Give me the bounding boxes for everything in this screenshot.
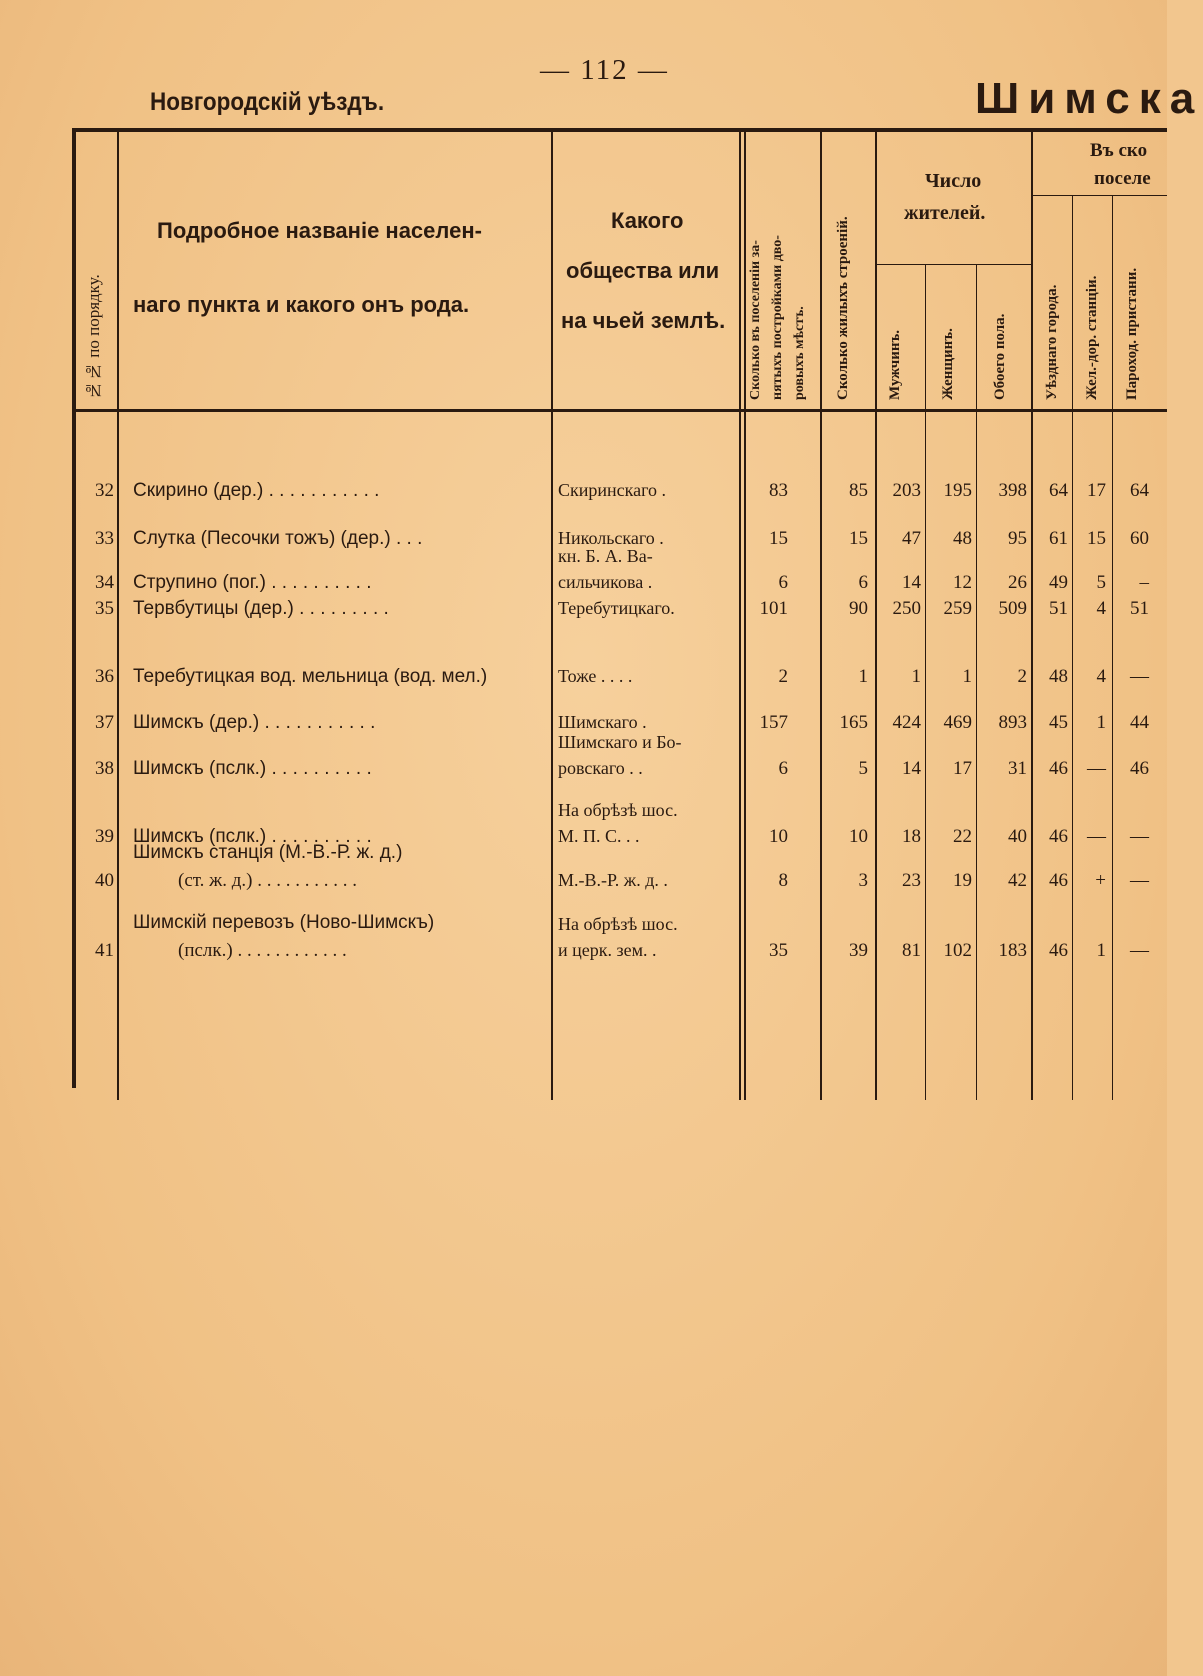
row-owner: Теребутицкаго.	[558, 598, 675, 618]
row-pier: 51	[1130, 598, 1149, 619]
header-order-no: №№ по порядку.	[84, 274, 103, 400]
header-owner-l1: Какого	[611, 208, 684, 233]
row-number: 35	[95, 598, 114, 619]
row-male: 14	[902, 758, 921, 779]
row-name: Шимскъ станція (М.-В.-Р. ж. д.)	[133, 842, 403, 863]
row-buildings: 1	[858, 666, 868, 687]
header-town: Уѣзднаго города.	[1044, 284, 1060, 400]
row-name: Шимскъ (пслк.) . . . . . . . . . .	[133, 826, 372, 847]
row-female: 12	[953, 572, 972, 593]
row-male: 18	[902, 826, 921, 847]
row-buildings: 39	[849, 940, 868, 961]
row-female: 19	[953, 870, 972, 891]
row-rail: 15	[1087, 528, 1106, 549]
col-rule-9	[1072, 195, 1073, 1100]
row-town: 48	[1049, 666, 1068, 687]
residents-sub-rule	[876, 264, 1031, 265]
row-town: 45	[1049, 712, 1068, 733]
row-buildings: 6	[858, 572, 868, 593]
header-owner-l2: общества или	[566, 258, 720, 283]
header-male: Мужчинъ.	[887, 329, 903, 400]
row-town: 61	[1049, 528, 1068, 549]
table-top-rule	[72, 128, 1167, 132]
row-rail: —	[1087, 758, 1106, 779]
row-buildings: 15	[849, 528, 868, 549]
row-buildings: 90	[849, 598, 868, 619]
row-female: 17	[953, 758, 972, 779]
row-town: 46	[1049, 870, 1068, 891]
col-rule-1	[117, 132, 119, 1100]
row-yards: 101	[759, 598, 788, 619]
col-rule-3b	[744, 132, 746, 1100]
row-name: Струпино (пог.) . . . . . . . . . .	[133, 572, 372, 593]
row-name-cont: (пслк.) . . . . . . . . . . . .	[178, 940, 347, 961]
header-female: Женщинъ.	[940, 328, 956, 400]
row-name: Шимскъ (пслк.) . . . . . . . . . .	[133, 758, 372, 779]
row-both: 31	[1008, 758, 1027, 779]
row-yards: 15	[769, 528, 788, 549]
row-buildings: 85	[849, 480, 868, 501]
row-male: 1	[911, 666, 921, 687]
row-town: 46	[1049, 940, 1068, 961]
row-both: 26	[1008, 572, 1027, 593]
header-buildings: Сколько жилыхъ строеній.	[835, 216, 851, 400]
row-rail: 4	[1096, 666, 1106, 687]
row-number: 41	[95, 940, 114, 961]
row-rail: 1	[1096, 712, 1106, 733]
table-left-rule	[72, 128, 76, 1088]
row-buildings: 10	[849, 826, 868, 847]
col-rule-2	[551, 132, 553, 1100]
row-pier: —	[1130, 666, 1149, 687]
row-both: 509	[998, 598, 1027, 619]
col-rule-10	[1112, 195, 1113, 1100]
row-female: 102	[943, 940, 972, 961]
row-owner: кн. Б. А. Ва-	[558, 546, 653, 566]
row-rail: —	[1087, 826, 1106, 847]
row-rail: 1	[1096, 940, 1106, 961]
sheet-title: Шимска	[975, 74, 1203, 123]
row-name: Слутка (Песочки тожъ) (дер.) . . .	[133, 528, 423, 549]
row-rail: 17	[1087, 480, 1106, 501]
row-yards: 157	[759, 712, 788, 733]
row-both: 183	[998, 940, 1027, 961]
row-town: 46	[1049, 758, 1068, 779]
row-number: 32	[95, 480, 114, 501]
row-female: 48	[953, 528, 972, 549]
header-yards-l2: нятыхъ постройками дво-	[770, 235, 785, 400]
row-number: 34	[95, 572, 114, 593]
row-name: Скирино (дер.) . . . . . . . . . . .	[133, 480, 380, 501]
row-pier: —	[1130, 870, 1149, 891]
row-owner: Шимскаго и Бо-	[558, 732, 682, 752]
header-distance-l2: поселе	[1094, 168, 1151, 189]
row-pier: 64	[1130, 480, 1149, 501]
row-owner: сильчикова .	[558, 572, 653, 592]
row-buildings: 5	[858, 758, 868, 779]
row-male: 203	[892, 480, 921, 501]
row-owner: На обрѣзѣ шос.	[558, 800, 678, 820]
row-female: 195	[943, 480, 972, 501]
header-rail: Жел.-дор. станціи.	[1084, 275, 1100, 400]
row-yards: 6	[778, 572, 788, 593]
row-town: 64	[1049, 480, 1068, 501]
row-town: 51	[1049, 598, 1068, 619]
row-both: 42	[1008, 870, 1027, 891]
row-pier: –	[1139, 572, 1149, 593]
row-yards: 2	[778, 666, 788, 687]
row-male: 424	[892, 712, 921, 733]
row-buildings: 165	[839, 712, 868, 733]
row-male: 250	[892, 598, 921, 619]
table-header-rule	[72, 409, 1167, 412]
row-owner: Шимскаго .	[558, 712, 647, 732]
header-owner-l3: на чьей землѣ.	[561, 308, 726, 333]
row-both: 2	[1017, 666, 1027, 687]
row-pier: —	[1130, 826, 1149, 847]
row-number: 40	[95, 870, 114, 891]
row-female: 22	[953, 826, 972, 847]
row-owner: М. П. С. . .	[558, 826, 640, 846]
row-male: 47	[902, 528, 921, 549]
row-town: 46	[1049, 826, 1068, 847]
row-number: 39	[95, 826, 114, 847]
row-number: 33	[95, 528, 114, 549]
header-residents-l2: жителей.	[904, 202, 986, 224]
row-rail: 4	[1096, 598, 1106, 619]
row-pier: 46	[1130, 758, 1149, 779]
row-name: Тервбутицы (дер.) . . . . . . . . .	[133, 598, 389, 619]
header-residents-l1: Число	[925, 170, 982, 192]
row-female: 469	[943, 712, 972, 733]
row-yards: 8	[778, 870, 788, 891]
row-both: 893	[998, 712, 1027, 733]
row-male: 23	[902, 870, 921, 891]
row-male: 81	[902, 940, 921, 961]
col-rule-3a	[739, 132, 741, 1100]
row-pier: 44	[1130, 712, 1149, 733]
row-buildings: 3	[858, 870, 868, 891]
header-distance-l1: Въ ско	[1090, 140, 1148, 161]
row-female: 259	[943, 598, 972, 619]
header-both: Обоего пола.	[992, 313, 1008, 400]
row-name-cont: (ст. ж. д.) . . . . . . . . . . .	[178, 870, 358, 891]
row-name: Шимскъ (дер.) . . . . . . . . . . .	[133, 712, 376, 733]
row-yards: 6	[778, 758, 788, 779]
row-number: 38	[95, 758, 114, 779]
row-name: Шимскій перевозъ (Ново-Шимскъ)	[133, 912, 435, 933]
row-both: 40	[1008, 826, 1027, 847]
row-name: Теребутицкая вод. мельница (вод. мел.)	[133, 666, 488, 687]
row-rail: +	[1095, 870, 1106, 891]
distance-sub-rule	[1032, 195, 1167, 196]
row-owner: М.-В.-Р. ж. д. .	[558, 870, 668, 890]
page-number: — 112 —	[540, 54, 669, 86]
row-pier: 60	[1130, 528, 1149, 549]
district-title: Новгородскій уѣздъ.	[150, 88, 385, 116]
row-pier: —	[1130, 940, 1149, 961]
row-rail: 5	[1096, 572, 1106, 593]
row-both: 398	[998, 480, 1027, 501]
row-owner: Скиринскаго .	[558, 480, 667, 500]
row-yards: 83	[769, 480, 788, 501]
row-yards: 35	[769, 940, 788, 961]
header-name-l1: Подробное названіе населен-	[157, 218, 482, 243]
row-owner: На обрѣзѣ шос.	[558, 914, 678, 934]
header-yards-l1: Сколько въ поселеніи за-	[748, 240, 763, 400]
row-owner: Никольскаго .	[558, 528, 664, 548]
header-yards-l3: ровыхъ мѣстъ.	[792, 306, 807, 400]
header-pier: Пароход. пристани.	[1124, 267, 1140, 400]
row-male: 14	[902, 572, 921, 593]
row-both: 95	[1008, 528, 1027, 549]
row-owner: и церк. зем. .	[558, 940, 657, 960]
row-yards: 10	[769, 826, 788, 847]
row-town: 49	[1049, 572, 1068, 593]
row-owner: Тоже . . . .	[558, 666, 633, 686]
row-owner: ровскаго . .	[558, 758, 643, 778]
row-number: 36	[95, 666, 114, 687]
header-name-l2: наго пункта и какого онъ рода.	[133, 292, 470, 317]
row-number: 37	[95, 712, 114, 733]
row-female: 1	[962, 666, 972, 687]
